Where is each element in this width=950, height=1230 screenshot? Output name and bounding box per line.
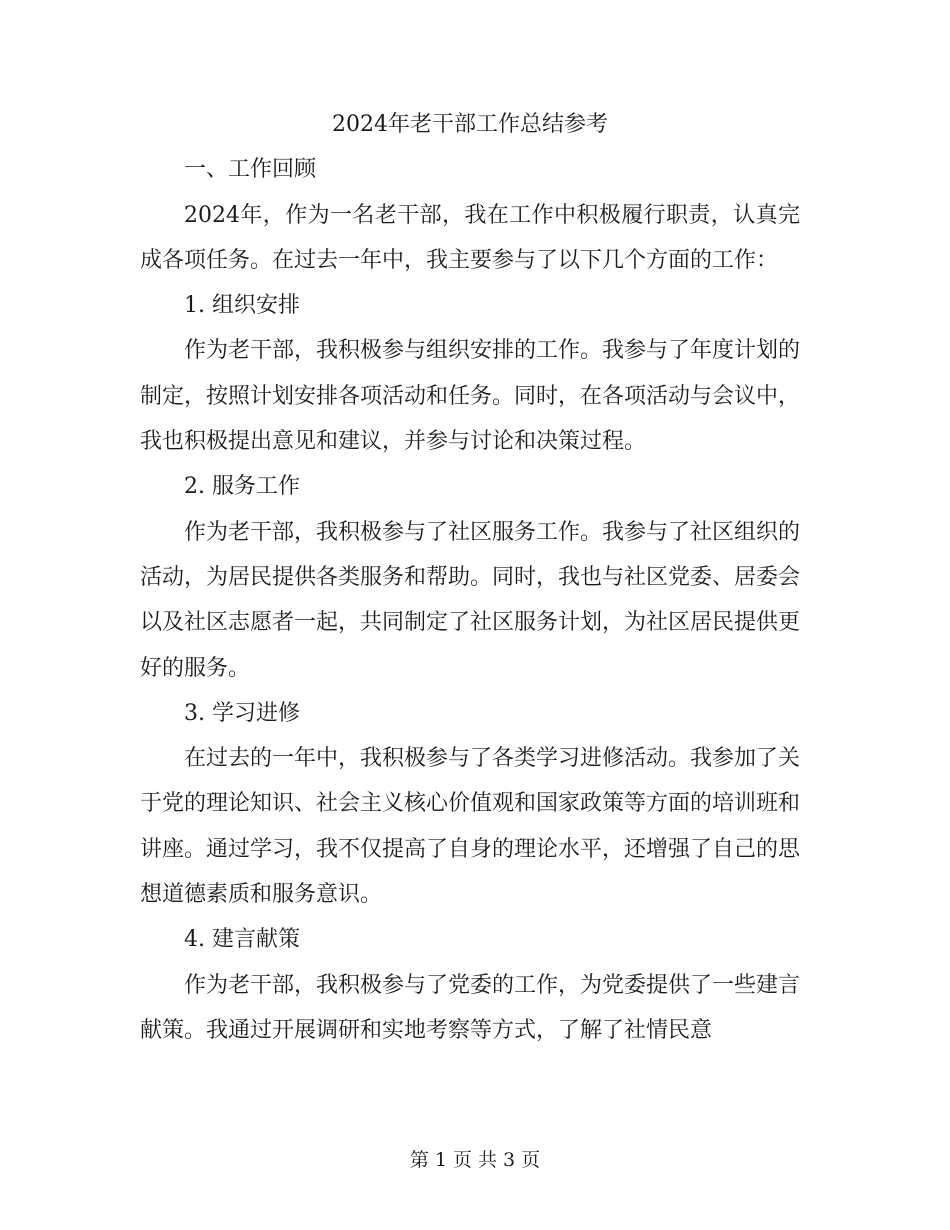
item-paragraph-1: 作为老干部，我积极参与组织安排的工作。我参与了年度计划的制定，按照计划安排各项活动和任务。同时，在各项活动与会议中，我也积极提出意见和建议，并参与讨论和决策过程。 xyxy=(140,338,801,455)
item-paragraph-4: 作为老干部，我积极参与了党委的工作，为党委提供了一些建言献策。我通过开展调研和实地考察等方式，了解了社情民意 xyxy=(140,972,801,1043)
page-footer: 第 1 页 共 3 页 xyxy=(409,1149,541,1171)
item-heading-3: 3. 学习进修 xyxy=(184,700,300,726)
document-title: 2024年老干部工作总结参考 xyxy=(332,112,608,137)
item-heading-1: 1. 组织安排 xyxy=(184,293,300,319)
item-heading-2: 2. 服务工作 xyxy=(184,474,300,500)
section-heading: 一、工作回顾 xyxy=(184,157,317,183)
item-paragraph-2: 作为老干部，我积极参与了社区服务工作。我参与了社区组织的活动，为居民提供各类服务和帮助。同时，我也与社区党委、居委会以及社区志愿者一起，共同制定了社区服务计划，为社区居民提供更好的服务。 xyxy=(140,519,801,681)
item-heading-4: 4. 建言献策 xyxy=(184,927,300,953)
item-paragraph-3: 在过去的一年中，我积极参与了各类学习进修活动。我参加了关于党的理论知识、社会主义核心价值观和国家政策等方面的培训班和讲座。通过学习，我不仅提高了自身的理论水平，还增强了自己的思想道德素质和服务意识。 xyxy=(140,746,801,908)
document-body xyxy=(140,102,800,1053)
intro-paragraph: 2024年，作为一名老干部，我在工作中积极履行职责，认真完成各项任务。在过去一年中，我主要参与了以下几个方面的工作： xyxy=(140,202,800,273)
